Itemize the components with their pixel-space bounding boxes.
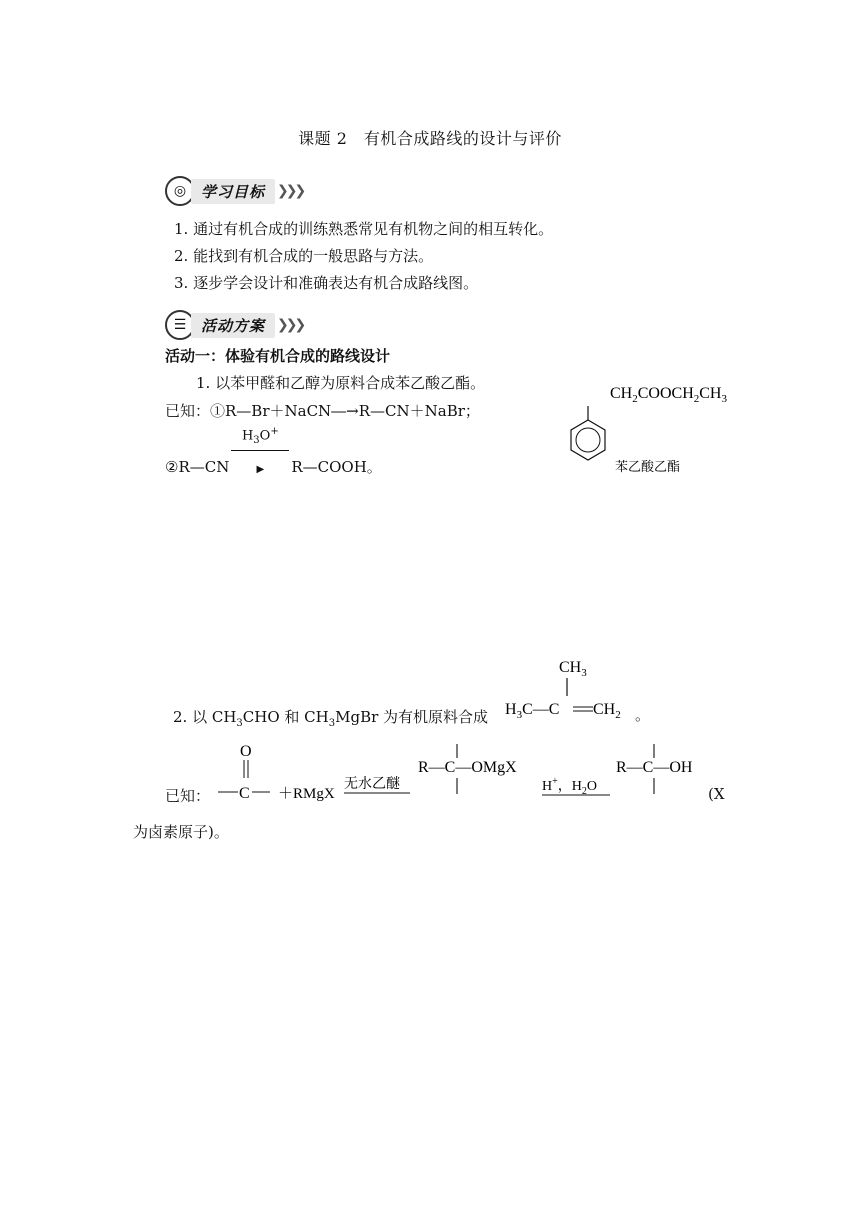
product-formula: $CH_2COOCH_2CH_3$ — [610, 385, 727, 405]
plan-badge-label: 活动方案 — [191, 313, 275, 338]
q2-end: 。 — [635, 706, 651, 724]
target-icon: ◎ — [165, 176, 195, 206]
known-2-start: ②R—CN — [165, 458, 230, 476]
chevrons-icon: ❯❯❯ — [277, 183, 304, 199]
svg-text:O: O — [240, 743, 252, 760]
svg-text:H3C—C: $H_3C—C$ — [505, 701, 560, 721]
reagent-rmgx: ＋RMgX — [278, 786, 335, 802]
grignard-scheme — [212, 738, 752, 808]
note-x-end: 为卤素原子)。 — [133, 823, 229, 841]
known-label: 已知： — [165, 402, 211, 420]
known-2-end: R—COOH。 — [291, 458, 382, 476]
reaction-arrow: $H_3O^+$ ▶ — [229, 440, 291, 476]
svg-text:CH2: $CH_2$ — [593, 701, 621, 721]
chevrons-icon: ❯❯❯ — [277, 317, 304, 333]
goals-badge — [165, 176, 303, 206]
known-reaction-1: ①R—Br＋NaCN―→R—CN＋NaBr； — [210, 402, 480, 420]
known-1 — [165, 400, 480, 421]
known-label-2: 已知： — [165, 787, 211, 805]
reagent-h3o: $H_3O^+$ — [241, 426, 279, 446]
product-structure — [555, 378, 755, 478]
plan-badge — [165, 310, 303, 340]
q2-target-structure — [503, 652, 633, 724]
question-1: 1. 以苯甲醛和乙醇为原料合成苯乙酸乙酯。 — [196, 374, 486, 392]
condition-ether: 无水乙醚 — [344, 777, 400, 792]
goal-item: 3. 逐步学会设计和准确表达有机合成路线图。 — [174, 274, 479, 292]
goal-item: 1. 通过有机合成的训练熟悉常见有机物之间的相互转化。 — [174, 220, 554, 238]
list-icon: ☰ — [165, 310, 195, 340]
svg-text:H+，H2O: H+，$H_2O$ — [542, 776, 598, 797]
known-2 — [165, 426, 382, 477]
svg-text:CH3: $CH_3$ — [559, 659, 587, 679]
svg-text:C: C — [239, 785, 250, 802]
svg-text:R—C—OH: R—C—OH — [616, 759, 693, 776]
page-title: 课题 2 有机合成路线的设计与评价 — [298, 129, 562, 148]
note-x-start: (X — [708, 785, 725, 803]
svg-text:R—C—OMgX: R—C—OMgX — [418, 759, 517, 776]
goals-badge-label: 学习目标 — [191, 179, 275, 204]
product-name: 苯乙酸乙酯 — [615, 459, 681, 474]
activity1-heading: 活动一：体验有机合成的路线设计 — [165, 347, 391, 365]
question-2: 2. 以 $CH_3CHO$ 和 $CH_3MgBr$ 为有机原料合成 — [173, 708, 489, 729]
goal-item: 2. 能找到有机合成的一般思路与方法。 — [174, 247, 434, 265]
